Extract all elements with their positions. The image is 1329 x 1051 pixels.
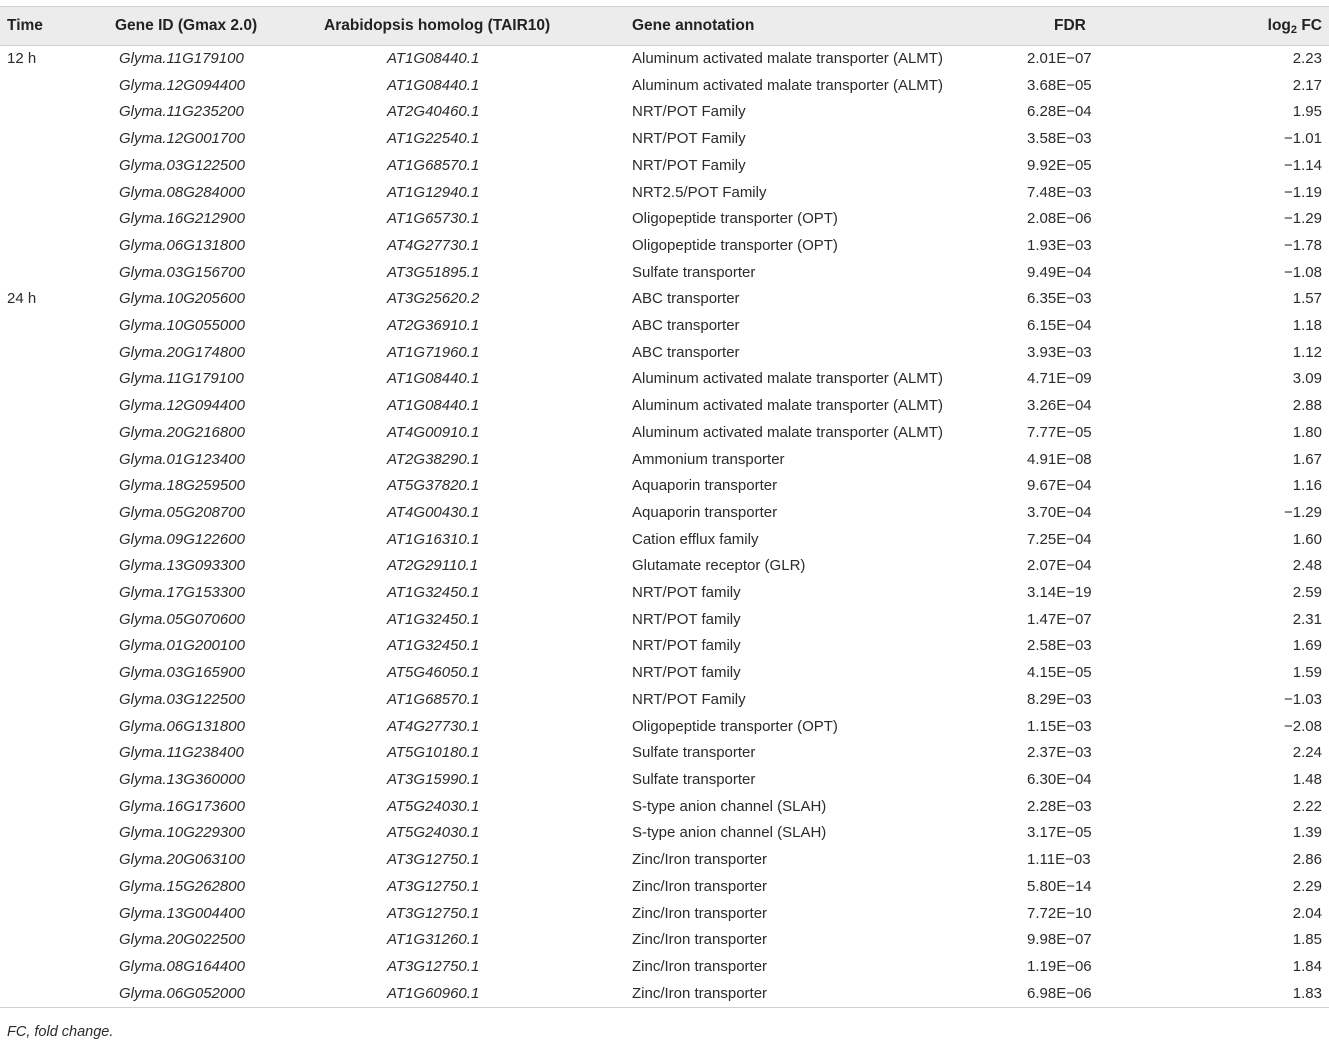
cell-fdr: 7.72E−10 (1027, 904, 1092, 922)
header-time: Time (0, 7, 115, 46)
cell-fdr: 3.58E−03 (1027, 130, 1092, 148)
cell-time (0, 126, 115, 153)
cell-log2-fc: 1.60 (1292, 530, 1322, 548)
header-fc-subscript: 2 (1290, 23, 1298, 36)
cell-gene-annotation: Oligopeptide transporter (OPT) (632, 210, 838, 228)
cell-arabidopsis-homolog: AT5G24030.1 (387, 797, 480, 815)
cell-log2-fc: 1.69 (1292, 637, 1322, 655)
cell-time (0, 260, 115, 287)
cell-gene-annotation: Sulfate transporter (632, 263, 756, 281)
cell-log2-fc: −1.29 (1284, 503, 1322, 521)
cell-arabidopsis-homolog: AT1G31260.1 (387, 931, 480, 949)
cell-time (0, 366, 115, 393)
cell-gene-annotation: Glutamate receptor (GLR) (632, 557, 806, 575)
cell-gene-id: Glyma.20G022500 (119, 931, 245, 949)
cell-gene-id: Glyma.11G238400 (119, 744, 244, 762)
cell-gene-annotation: Sulfate transporter (632, 744, 756, 762)
table-row (0, 99, 1329, 126)
cell-fdr: 1.93E−03 (1027, 236, 1092, 254)
table-row (0, 981, 1329, 1008)
cell-gene-annotation: Aluminum activated malate transporter (ALMT) (632, 370, 943, 388)
cell-fdr: 4.91E−08 (1027, 450, 1092, 468)
cell-gene-annotation: NRT2.5/POT Family (632, 183, 767, 201)
cell-arabidopsis-homolog: AT5G24030.1 (387, 824, 480, 842)
cell-gene-id: Glyma.16G212900 (119, 210, 245, 228)
table-footnote: FC, fold change. (7, 1024, 114, 1040)
table-row (0, 874, 1329, 901)
cell-gene-annotation: Aluminum activated malate transporter (ALMT) (632, 50, 943, 67)
cell-arabidopsis-homolog: AT1G68570.1 (387, 156, 480, 174)
cell-arabidopsis-homolog: AT1G12940.1 (387, 183, 480, 201)
cell-gene-annotation: Sulfate transporter (632, 770, 756, 788)
cell-log2-fc: 1.12 (1292, 343, 1322, 361)
cell-log2-fc: 1.39 (1292, 824, 1322, 842)
cell-fdr: 3.70E−04 (1027, 503, 1092, 521)
cell-fdr: 7.48E−03 (1027, 183, 1092, 201)
cell-gene-id: Glyma.20G063100 (119, 851, 245, 869)
cell-log2-fc: 2.23 (1292, 50, 1322, 67)
cell-time (0, 660, 115, 687)
cell-gene-annotation: Zinc/Iron transporter (632, 957, 768, 975)
gene-table-container (0, 6, 1322, 1008)
cell-log2-fc: 2.48 (1292, 557, 1322, 575)
cell-gene-annotation: Zinc/Iron transporter (632, 851, 768, 869)
cell-gene-annotation: Oligopeptide transporter (OPT) (632, 717, 838, 735)
cell-arabidopsis-homolog: AT3G12750.1 (387, 851, 480, 869)
table-row (0, 847, 1329, 874)
cell-time (0, 580, 115, 607)
cell-log2-fc: 3.09 (1292, 370, 1322, 388)
cell-arabidopsis-homolog: AT3G25620.2 (387, 290, 480, 308)
cell-time (0, 393, 115, 420)
table-row (0, 286, 1329, 313)
cell-fdr: 6.30E−04 (1027, 770, 1092, 788)
cell-fdr: 1.15E−03 (1027, 717, 1092, 735)
cell-fdr: 3.26E−04 (1027, 397, 1092, 415)
cell-time (0, 767, 115, 794)
cell-gene-annotation: NRT/POT family (632, 610, 741, 628)
cell-gene-annotation: Ammonium transporter (632, 450, 785, 468)
table-row (0, 714, 1329, 741)
cell-fdr: 9.49E−04 (1027, 263, 1092, 281)
cell-fdr: 3.68E−05 (1027, 76, 1092, 94)
cell-log2-fc: 1.57 (1292, 290, 1322, 308)
cell-log2-fc: 2.17 (1292, 76, 1322, 94)
cell-log2-fc: 2.22 (1292, 797, 1322, 815)
cell-log2-fc: −1.08 (1284, 263, 1322, 281)
header-fc-prefix: log (1267, 16, 1291, 34)
cell-gene-id: Glyma.10G055000 (119, 317, 245, 335)
cell-arabidopsis-homolog: AT3G15990.1 (387, 770, 480, 788)
table-row (0, 633, 1329, 660)
cell-arabidopsis-homolog: AT3G12750.1 (387, 877, 480, 895)
cell-gene-id: Glyma.03G122500 (119, 690, 245, 708)
cell-gene-id: Glyma.08G164400 (119, 957, 245, 975)
table-row (0, 420, 1329, 447)
cell-time (0, 901, 115, 928)
cell-gene-id: Glyma.11G179100 (119, 370, 244, 388)
cell-fdr: 5.80E−14 (1027, 877, 1092, 895)
cell-log2-fc: 1.84 (1292, 957, 1322, 975)
cell-arabidopsis-homolog: AT5G37820.1 (387, 477, 480, 495)
cell-arabidopsis-homolog: AT1G08440.1 (387, 397, 480, 415)
cell-log2-fc: 2.24 (1292, 744, 1322, 762)
cell-gene-annotation: Aluminum activated malate transporter (ALMT) (632, 397, 943, 415)
table-row (0, 580, 1329, 607)
cell-arabidopsis-homolog: AT1G32450.1 (387, 637, 480, 655)
cell-gene-annotation: NRT/POT family (632, 637, 741, 655)
table-row (0, 340, 1329, 367)
cell-gene-id: Glyma.06G131800 (119, 717, 245, 735)
cell-log2-fc: 1.48 (1292, 770, 1322, 788)
table-row (0, 687, 1329, 714)
cell-fdr: 6.35E−03 (1027, 290, 1092, 308)
cell-gene-annotation: Zinc/Iron transporter (632, 877, 768, 895)
table-row (0, 393, 1329, 420)
cell-time (0, 714, 115, 741)
cell-arabidopsis-homolog: AT4G27730.1 (387, 717, 480, 735)
cell-gene-id: Glyma.18G259500 (119, 477, 245, 495)
cell-fdr: 9.98E−07 (1027, 931, 1092, 949)
cell-arabidopsis-homolog: AT1G08440.1 (387, 76, 480, 94)
cell-time (0, 527, 115, 554)
cell-arabidopsis-homolog: AT2G29110.1 (387, 557, 479, 575)
cell-fdr: 7.25E−04 (1027, 530, 1092, 548)
cell-log2-fc: 2.31 (1292, 610, 1322, 628)
table-row (0, 447, 1329, 474)
cell-log2-fc: 1.67 (1292, 450, 1322, 468)
cell-arabidopsis-homolog: AT3G12750.1 (387, 957, 480, 975)
cell-arabidopsis-homolog: AT1G16310.1 (387, 530, 480, 548)
table-row (0, 73, 1329, 100)
table-header (0, 7, 1329, 46)
cell-fdr: 2.58E−03 (1027, 637, 1092, 655)
cell-arabidopsis-homolog: AT1G08440.1 (387, 370, 480, 388)
cell-gene-id: Glyma.08G284000 (119, 183, 245, 201)
cell-time: 12 h (7, 50, 37, 67)
cell-log2-fc: −1.01 (1284, 130, 1322, 148)
cell-gene-id: Glyma.13G004400 (119, 904, 245, 922)
table-row (0, 500, 1329, 527)
cell-time (0, 687, 115, 714)
cell-arabidopsis-homolog: AT2G38290.1 (387, 450, 480, 468)
cell-fdr: 6.28E−04 (1027, 103, 1092, 121)
table-row (0, 46, 1329, 73)
cell-arabidopsis-homolog: AT1G08440.1 (387, 50, 480, 67)
cell-gene-id: Glyma.11G235200 (119, 103, 244, 121)
cell-gene-id: Glyma.10G229300 (119, 824, 245, 842)
header-fdr: FDR (962, 7, 1214, 46)
cell-gene-id: Glyma.15G262800 (119, 877, 245, 895)
header-gene-id: Gene ID (Gmax 2.0) (115, 7, 313, 46)
cell-gene-annotation: NRT/POT family (632, 664, 741, 682)
cell-fdr: 6.15E−04 (1027, 317, 1092, 335)
cell-arabidopsis-homolog: AT1G60960.1 (313, 981, 620, 1008)
cell-gene-id: Glyma.12G094400 (119, 76, 245, 94)
table-row (0, 313, 1329, 340)
cell-gene-id: Glyma.05G208700 (119, 503, 245, 521)
cell-log2-fc: −1.14 (1284, 156, 1322, 174)
cell-time (0, 794, 115, 821)
cell-gene-id: Glyma.01G200100 (119, 637, 245, 655)
cell-gene-id: Glyma.20G174800 (119, 343, 245, 361)
cell-fdr: 6.98E−06 (962, 981, 1214, 1008)
table-row (0, 740, 1329, 767)
cell-gene-id: Glyma.09G122600 (119, 530, 245, 548)
cell-gene-annotation: NRT/POT Family (632, 690, 746, 708)
table-row (0, 954, 1329, 981)
cell-arabidopsis-homolog: AT1G22540.1 (387, 130, 480, 148)
cell-gene-id: Glyma.16G173600 (119, 797, 245, 815)
table-row (0, 660, 1329, 687)
cell-fdr: 4.15E−05 (1027, 664, 1092, 682)
cell-fdr: 2.37E−03 (1027, 744, 1092, 762)
cell-arabidopsis-homolog: AT4G00910.1 (387, 423, 480, 441)
cell-gene-id: Glyma.06G052000 (115, 981, 313, 1008)
table-row (0, 366, 1329, 393)
table-row (0, 233, 1329, 260)
cell-fdr: 3.17E−05 (1027, 824, 1092, 842)
cell-gene-id: Glyma.17G153300 (119, 584, 245, 602)
cell-gene-annotation: Oligopeptide transporter (OPT) (632, 236, 838, 254)
header-arabidopsis-homolog: Arabidopsis homolog (TAIR10) (313, 7, 620, 46)
cell-gene-id: Glyma.12G094400 (119, 397, 245, 415)
cell-log2-fc: 1.83 (1214, 981, 1329, 1008)
cell-fdr: 8.29E−03 (1027, 690, 1092, 708)
cell-fdr: 1.47E−07 (1027, 610, 1092, 628)
table-row (0, 527, 1329, 554)
cell-arabidopsis-homolog: AT1G65730.1 (387, 210, 480, 228)
cell-gene-id: Glyma.13G093300 (119, 557, 245, 575)
cell-gene-annotation: Cation efflux family (632, 530, 759, 548)
cell-arabidopsis-homolog: AT2G36910.1 (387, 317, 480, 335)
cell-gene-annotation: Zinc/Iron transporter (632, 931, 768, 949)
cell-gene-annotation: NRT/POT Family (632, 130, 746, 148)
cell-gene-annotation: NRT/POT family (632, 584, 741, 602)
cell-log2-fc: 1.85 (1292, 931, 1322, 949)
cell-fdr: 2.28E−03 (1027, 797, 1092, 815)
cell-arabidopsis-homolog: AT3G51895.1 (387, 263, 480, 281)
cell-log2-fc: −2.08 (1284, 717, 1322, 735)
cell-gene-id: Glyma.11G179100 (119, 50, 244, 67)
cell-time (0, 500, 115, 527)
table-row (0, 767, 1329, 794)
cell-time (0, 847, 115, 874)
cell-time (0, 820, 115, 847)
table-row (0, 473, 1329, 500)
table-row (0, 180, 1329, 207)
cell-gene-id: Glyma.10G205600 (119, 290, 245, 308)
cell-log2-fc: 2.59 (1292, 584, 1322, 602)
cell-arabidopsis-homolog: AT1G32450.1 (387, 610, 480, 628)
table-row (0, 820, 1329, 847)
cell-fdr: 9.67E−04 (1027, 477, 1092, 495)
cell-time (0, 874, 115, 901)
cell-gene-id: Glyma.13G360000 (119, 770, 245, 788)
cell-log2-fc: 2.29 (1292, 877, 1322, 895)
cell-gene-annotation: Aluminum activated malate transporter (ALMT) (632, 76, 943, 94)
cell-time: 24 h (7, 290, 37, 308)
cell-arabidopsis-homolog: AT2G40460.1 (387, 103, 480, 121)
cell-time (0, 927, 115, 954)
cell-gene-annotation: Aquaporin transporter (632, 503, 778, 521)
cell-fdr: 1.11E−03 (1027, 851, 1091, 869)
table-row (0, 126, 1329, 153)
cell-gene-annotation: ABC transporter (632, 317, 740, 335)
table-row (0, 553, 1329, 580)
table-row (0, 794, 1329, 821)
cell-fdr: 7.77E−05 (1027, 423, 1092, 441)
cell-gene-annotation: ABC transporter (632, 343, 740, 361)
table-row (0, 153, 1329, 180)
cell-gene-id: Glyma.03G165900 (119, 664, 245, 682)
cell-time (0, 633, 115, 660)
cell-log2-fc: −1.19 (1284, 183, 1322, 201)
table-row (0, 260, 1329, 287)
cell-fdr: 3.93E−03 (1027, 343, 1092, 361)
cell-gene-annotation: Zinc/Iron transporter (632, 904, 768, 922)
cell-log2-fc: 2.88 (1292, 397, 1322, 415)
cell-time (0, 313, 115, 340)
cell-gene-id: Glyma.03G122500 (119, 156, 245, 174)
table-row (0, 607, 1329, 634)
cell-fdr: 2.08E−06 (1027, 210, 1092, 228)
cell-time (0, 340, 115, 367)
cell-log2-fc: 1.18 (1292, 317, 1322, 335)
cell-gene-id: Glyma.01G123400 (119, 450, 245, 468)
cell-time (0, 473, 115, 500)
table-row (0, 206, 1329, 233)
cell-arabidopsis-homolog: AT1G71960.1 (387, 343, 480, 361)
cell-gene-annotation: ABC transporter (632, 290, 740, 308)
header-gene-annotation: Gene annotation (620, 7, 962, 46)
table-row (0, 927, 1329, 954)
cell-time (0, 99, 115, 126)
cell-time (0, 740, 115, 767)
cell-arabidopsis-homolog: AT4G27730.1 (387, 236, 480, 254)
table-row (0, 901, 1329, 928)
cell-time (0, 180, 115, 207)
header-fc-suffix: FC (1297, 16, 1322, 34)
cell-gene-annotation: S-type anion channel (SLAH) (632, 824, 827, 842)
cell-gene-id: Glyma.12G001700 (119, 130, 245, 148)
cell-fdr: 2.07E−04 (1027, 557, 1092, 575)
cell-gene-annotation: Aluminum activated malate transporter (ALMT) (632, 423, 943, 441)
cell-time (0, 233, 115, 260)
cell-time (0, 206, 115, 233)
cell-gene-id: Glyma.03G156700 (119, 263, 245, 281)
cell-arabidopsis-homolog: AT3G12750.1 (387, 904, 480, 922)
cell-arabidopsis-homolog: AT4G00430.1 (387, 503, 480, 521)
cell-log2-fc: −1.29 (1284, 210, 1322, 228)
cell-log2-fc: 1.95 (1292, 103, 1322, 121)
cell-gene-annotation: S-type anion channel (SLAH) (632, 797, 827, 815)
cell-fdr: 1.19E−06 (1027, 957, 1092, 975)
header-row (0, 7, 1329, 46)
cell-arabidopsis-homolog: AT1G32450.1 (387, 584, 480, 602)
transporter-gene-table (0, 6, 1329, 1008)
cell-arabidopsis-homolog: AT5G10180.1 (387, 744, 480, 762)
cell-time (0, 447, 115, 474)
cell-log2-fc: −1.03 (1284, 690, 1322, 708)
cell-gene-id: Glyma.20G216800 (119, 423, 245, 441)
cell-gene-id: Glyma.05G070600 (119, 610, 245, 628)
cell-time (0, 607, 115, 634)
cell-fdr: 4.71E−09 (1027, 370, 1092, 388)
cell-gene-annotation: NRT/POT Family (632, 103, 746, 121)
table-body (0, 46, 1329, 1008)
cell-gene-annotation: Zinc/Iron transporter (620, 981, 962, 1008)
cell-log2-fc: 2.04 (1292, 904, 1322, 922)
header-log2-fc (1214, 7, 1329, 46)
cell-log2-fc: 1.16 (1292, 477, 1322, 495)
cell-gene-annotation: NRT/POT Family (632, 156, 746, 174)
cell-log2-fc: −1.78 (1284, 236, 1322, 254)
cell-time (0, 981, 115, 1008)
cell-gene-annotation: Aquaporin transporter (632, 477, 778, 495)
cell-arabidopsis-homolog: AT1G68570.1 (387, 690, 480, 708)
cell-time (0, 553, 115, 580)
cell-fdr: 9.92E−05 (1027, 156, 1092, 174)
cell-log2-fc: 1.59 (1292, 664, 1322, 682)
cell-arabidopsis-homolog: AT5G46050.1 (387, 664, 480, 682)
cell-log2-fc: 2.86 (1292, 851, 1322, 869)
cell-gene-id: Glyma.06G131800 (119, 236, 245, 254)
cell-time (0, 954, 115, 981)
cell-log2-fc: 1.80 (1292, 423, 1322, 441)
cell-fdr: 3.14E−19 (1027, 584, 1092, 602)
cell-time (0, 153, 115, 180)
cell-time (0, 420, 115, 447)
cell-fdr: 2.01E−07 (1027, 50, 1092, 67)
cell-time (0, 73, 115, 100)
